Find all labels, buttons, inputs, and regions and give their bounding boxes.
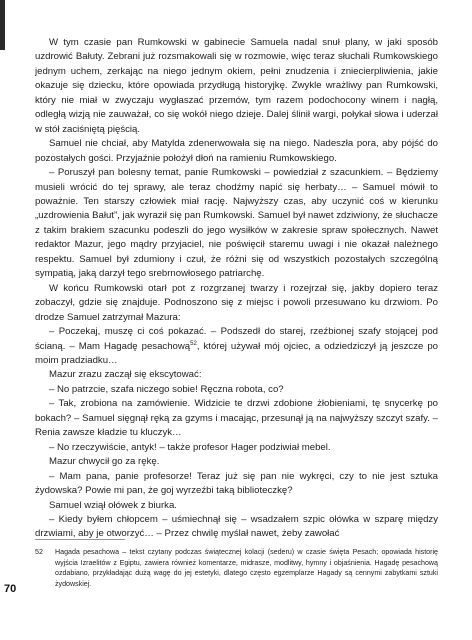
paragraph: Samuel nie chciał, aby Matylda zdenerwowała się na niego. Nadeszła pora, aby pójść do pozostałych gości. Przyjaźnie położył dłoń na ramieniu Rumkowskiego. xyxy=(35,138,438,164)
footnote-text: Hagada pesachowa – tekst czytany podczas świątecznej kolacji (sederu) w czasie święta Pesach; opowiada historię wyjścia Izraelitów z Egiptu, zawiera również komentarze, midrasze, modlitwy, hymny i objaśnienia. Hagadę pesachową ozdabiano, przykładając dużą wagę do jej estetyki, dlatego często egzemplarze Hagady są cennymi zabytkami sztuki żydowskiej. xyxy=(55,548,438,588)
footnote-divider xyxy=(35,539,125,540)
paragraph: – Kiedy byłem chłopcem – uśmiechnął się – wsadzałem szpic ołówka w szparę między drzwiami, aby je otworzyć… – Przez chwilę myślał nawet, żeby zawołać xyxy=(35,513,438,540)
footnote xyxy=(35,547,438,589)
body-text xyxy=(35,36,438,542)
paragraph-with-footnote xyxy=(35,325,438,368)
footnote-number: 52 xyxy=(35,548,43,556)
footnote-reference[interactable]: 52 xyxy=(190,340,197,347)
paragraph: – Tak, zrobiona na zamówienie. Widzicie te drzwi zdobione żłobieniami, tę snycerkę po bokach? – Samuel sięgnął ręką za gzyms i macając, przesunął ją na najwyższy szczyt szafy. – Renia zawsze kładzie tu kluczyk… xyxy=(35,398,438,439)
paragraph-text: , której używał mój ojciec, a odziedziczył ją jeszcze po moim pradziadku… xyxy=(35,340,438,366)
paragraph: – Poruszył pan bolesny temat, panie Rumkowski – powiedział z szacunkiem. – Będziemy musieli wrócić do tej sprawy, ale teraz chodźmy napić się herbaty… – Samuel mówił to poważnie. Ten starszy człowiek miał rację. Najwyższy czas, aby uczynić coś w kierunku „uzdrowienia Bałut”, jak wyraził się pan Rumkowski. Samuel był nawet zdziwiony, że słuchacze z takim brakiem szacunku podeszli do jego wysiłków w zakresie spraw społecznych. Nawet redaktor Mazur, jego mądry przyjaciel, nie poświęcił staremu uwagi i nie okazał należnego respektu. Samuel był zdumiony i czuł, że różni się od wszystkich pozostałych szczególną sympatią, jaką darzył tego srebrnowłosego patriarchę. xyxy=(35,167,438,280)
paragraph: W tym czasie pan Rumkowski w gabinecie Samuela nadal snuł plany, w jaki sposób uzdrowić Bałuty. Zebrani już rozsmakowali się w rozmowie, więc teraz słuchali Rumkowskiego jednym uchem, zerkając na niego jednym okiem, pełni znudzenia i zniecierpliwienia, jakie okazuje się dziecku, które opowiada przydługą historyjkę. Zwykle wrażliwy pan Rumkowski, który nie miał w zwyczaju wygłaszać przemów, tym razem podochocony winem i nagłą, odległą wizją nie zauważał, co się wokół niego dzieje. Dalej ślinił wargi, połykał słowa i uderzał w stół zaciśniętą pięścią. xyxy=(35,37,438,135)
paragraph-text: – Poczekaj, muszę ci coś pokazać. – Podszedł do starej, rzeźbionej szafy stojącej pod ścianą. – Mam Hagadę pesachową xyxy=(35,326,438,352)
paragraph: Mazur chwycił go za rękę. xyxy=(49,456,160,468)
paragraph: – Mam pana, panie profesorze! Teraz już się pan nie wykręci, czy to nie jest sztuka żydowska? Powie mi pan, że goj wyrzeźbi taką biblioteczkę? xyxy=(35,470,438,497)
paragraph: Samuel wziął ołówek z biurka. xyxy=(49,499,177,511)
page-number: 70 xyxy=(4,583,17,595)
paragraph: – No rzeczywiście, antyk! – także profesor Hager podziwiał mebel. xyxy=(49,441,331,453)
paragraph: Mazur zrazu zaczął się ekscytować: xyxy=(49,369,202,381)
page-edge-mark xyxy=(0,0,5,50)
paragraph: W końcu Rumkowski otarł pot z rozgrzanej twarzy i rozejrzał się, jakby dopiero teraz zobaczył, gdzie się znajduje. Podnoszono się z miejsc i powoli przesuwano ku drzwiom. Po drodze Samuel zatrzymał Mazura: xyxy=(35,282,438,323)
paragraph: – No patrzcie, szafa niczego sobie! Ręczna robota, co? xyxy=(49,383,284,395)
